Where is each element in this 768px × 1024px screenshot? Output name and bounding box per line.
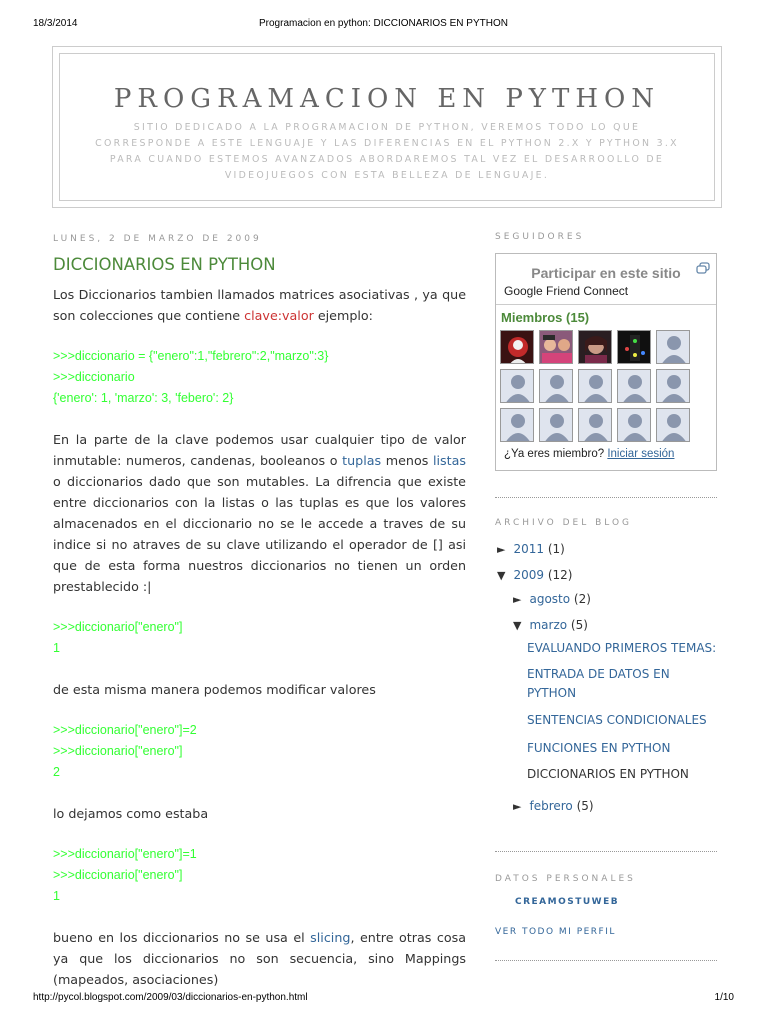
archive-post-link[interactable]: FUNCIONES EN PYTHON <box>527 741 671 755</box>
text-run: o diccionarios dado que son mutables. La difrencia que existe entre diccionarios con la listas o las tuplas es que los valores almacenados en el diccionario no se le accede a traves de su indice si no atraves de su clave utilizando el operador de [] asi que de esta forma nuestros diccionarios no tienen un orden prestablecido :| <box>53 474 466 594</box>
member-question: ¿Ya eres miembro? <box>504 448 605 460</box>
member-avatar[interactable] <box>539 330 573 364</box>
widget-divider <box>496 304 716 305</box>
post-paragraph <box>53 284 466 326</box>
post-paragraph: de esta misma manera podemos modificar valores <box>53 682 376 697</box>
post-paragraph <box>53 927 466 990</box>
friend-connect-widget <box>495 253 717 471</box>
highlight-clave-valor: clave:valor <box>244 308 314 323</box>
archive-month-link[interactable]: febrero <box>529 799 573 813</box>
print-page-number: 1/10 <box>714 992 734 1003</box>
sidebar-divider <box>495 851 717 852</box>
code-line: >>>diccionario["enero"] <box>53 620 183 634</box>
code-line: >>>diccionario["enero"] <box>53 868 183 882</box>
blog-description: SITIO DEDICADO A LA PROGRAMACION DE PYTHON, VEREMOS TODO LO QUE CORRESPONDE A ESTE LENGUAJE Y LAS DIFERENCIAS EN EL PYTHON 2.X Y PYTHON 3.X PARA CUANDO ESTEMOS AVANZADOS ABORDAREMOS TAL VEZ EL DESARROOLLO DE VIDEOJUEGOS CON ESTA BELLEZA DE LENGUAJE. <box>95 122 679 181</box>
members-title[interactable]: Miembros (15) <box>501 310 590 325</box>
blog-header <box>52 46 722 208</box>
member-avatar-default[interactable] <box>500 408 534 442</box>
link-tuplas[interactable]: tuplas <box>342 453 382 468</box>
post-paragraph <box>53 429 466 597</box>
member-avatar-default[interactable] <box>656 408 690 442</box>
member-avatar-default[interactable] <box>656 330 690 364</box>
link-listas[interactable]: listas <box>432 453 466 468</box>
member-avatar[interactable] <box>617 330 651 364</box>
archive-count: (2) <box>573 592 591 606</box>
code-line: 1 <box>53 889 60 903</box>
post-body <box>53 284 466 990</box>
post-title[interactable]: DICCIONARIOS EN PYTHON <box>53 255 276 274</box>
friend-connect-label: Google Friend Connect <box>504 284 629 298</box>
post-paragraph: lo dejamos como estaba <box>53 806 209 821</box>
print-footer <box>33 992 734 1006</box>
member-avatar-default[interactable] <box>617 369 651 403</box>
archive-count: (5) <box>570 618 588 632</box>
archive-post-link[interactable]: SENTENCIAS CONDICIONALES <box>527 713 707 727</box>
link-slicing[interactable]: slicing <box>310 930 351 945</box>
archive-count: (5) <box>576 799 594 813</box>
followers-heading: SEGUIDORES <box>495 232 585 242</box>
text-run: , entre otras cosa ya que los diccionarios no son secuencia, sino Mappings (mapeados, asociaciones) <box>53 930 466 987</box>
archive-post-current: DICCIONARIOS EN PYTHON <box>527 767 689 781</box>
archive-month-febrero[interactable] <box>513 799 594 813</box>
text-run: ejemplo: <box>313 308 373 323</box>
sidebar-followers <box>495 232 717 460</box>
archive-year-link[interactable]: 2011 <box>513 542 545 556</box>
member-avatar-default[interactable] <box>539 408 573 442</box>
print-date: 18/3/2014 <box>33 18 78 29</box>
archive-year-link[interactable]: 2009 <box>513 568 545 582</box>
collapsed-triangle-icon[interactable]: ► <box>513 593 522 606</box>
member-footer <box>504 448 674 460</box>
archive-heading: ARCHIVO DEL BLOG <box>495 518 633 528</box>
archive-month-marzo[interactable] <box>513 618 588 632</box>
code-line: 1 <box>53 641 60 655</box>
print-url: http://pycol.blogspot.com/2009/03/diccionarios-en-python.html <box>33 992 308 1003</box>
code-line: >>>diccionario["enero"]=1 <box>53 847 197 861</box>
text-run: menos <box>381 453 433 468</box>
archive-post-link[interactable]: ENTRADA DE DATOS EN PYTHON <box>527 667 670 700</box>
print-header <box>33 18 734 32</box>
text-run: bueno en los diccionarios no se usa el <box>53 930 311 945</box>
view-profile-link[interactable]: VER TODO MI PERFIL <box>495 927 616 937</box>
member-avatar-default[interactable] <box>656 369 690 403</box>
member-avatar-default[interactable] <box>578 408 612 442</box>
profile-heading: DATOS PERSONALES <box>495 874 636 884</box>
text-run: En la parte de la clave podemos usar cualquier tipo de valor inmutable: numeros, candenas, booleanos o <box>53 432 466 468</box>
code-line: >>>diccionario <box>53 370 135 384</box>
sidebar-divider <box>495 497 717 498</box>
archive-month-agosto[interactable] <box>513 592 591 606</box>
archive-year-2011[interactable] <box>497 542 565 556</box>
member-avatar-default[interactable] <box>539 369 573 403</box>
blog-header-inner <box>59 53 715 201</box>
code-line: {'enero': 1, 'marzo': 3, 'febero': 2} <box>53 391 234 405</box>
text-run: Los Diccionarios tambien llamados matrices asociativas , ya que son colecciones que contiene <box>53 287 466 323</box>
archive-count: (12) <box>547 568 573 582</box>
friend-connect-icon <box>696 262 710 274</box>
archive-month-link[interactable]: agosto <box>529 592 571 606</box>
member-avatar[interactable] <box>500 330 534 364</box>
archive-month-link[interactable]: marzo <box>529 618 568 632</box>
expanded-triangle-icon[interactable]: ▼ <box>513 619 522 632</box>
member-avatar-default[interactable] <box>578 369 612 403</box>
expanded-triangle-icon[interactable]: ▼ <box>497 569 506 582</box>
post-date: LUNES, 2 DE MARZO DE 2009 <box>53 234 262 244</box>
archive-year-2009[interactable] <box>497 568 572 582</box>
code-line: 2 <box>53 765 60 779</box>
join-site-button[interactable]: Participar en este sitio <box>531 265 681 281</box>
archive-count: (1) <box>547 542 565 556</box>
collapsed-triangle-icon[interactable]: ► <box>497 543 506 556</box>
print-page-title: Programacion en python: DICCIONARIOS EN PYTHON <box>259 18 508 29</box>
code-line: >>>diccionario["enero"] <box>53 744 183 758</box>
blog-archive <box>495 518 717 813</box>
member-avatar[interactable] <box>578 330 612 364</box>
archive-post-link[interactable]: EVALUANDO PRIMEROS TEMAS: <box>527 641 717 655</box>
member-avatar-default[interactable] <box>617 408 651 442</box>
blog-title[interactable]: PROGRAMACION EN PYTHON <box>113 84 661 114</box>
code-line: >>>diccionario["enero"]=2 <box>53 723 197 737</box>
collapsed-triangle-icon[interactable]: ► <box>513 800 522 813</box>
code-line: >>>diccionario = {"enero":1,"febrero":2,"marzo":3} <box>53 349 329 363</box>
member-avatar-default[interactable] <box>500 369 534 403</box>
login-link[interactable]: Iniciar sesión <box>607 448 675 460</box>
sidebar-divider <box>495 960 717 961</box>
profile-name-link[interactable]: CREAMOSTUWEB <box>515 897 620 907</box>
